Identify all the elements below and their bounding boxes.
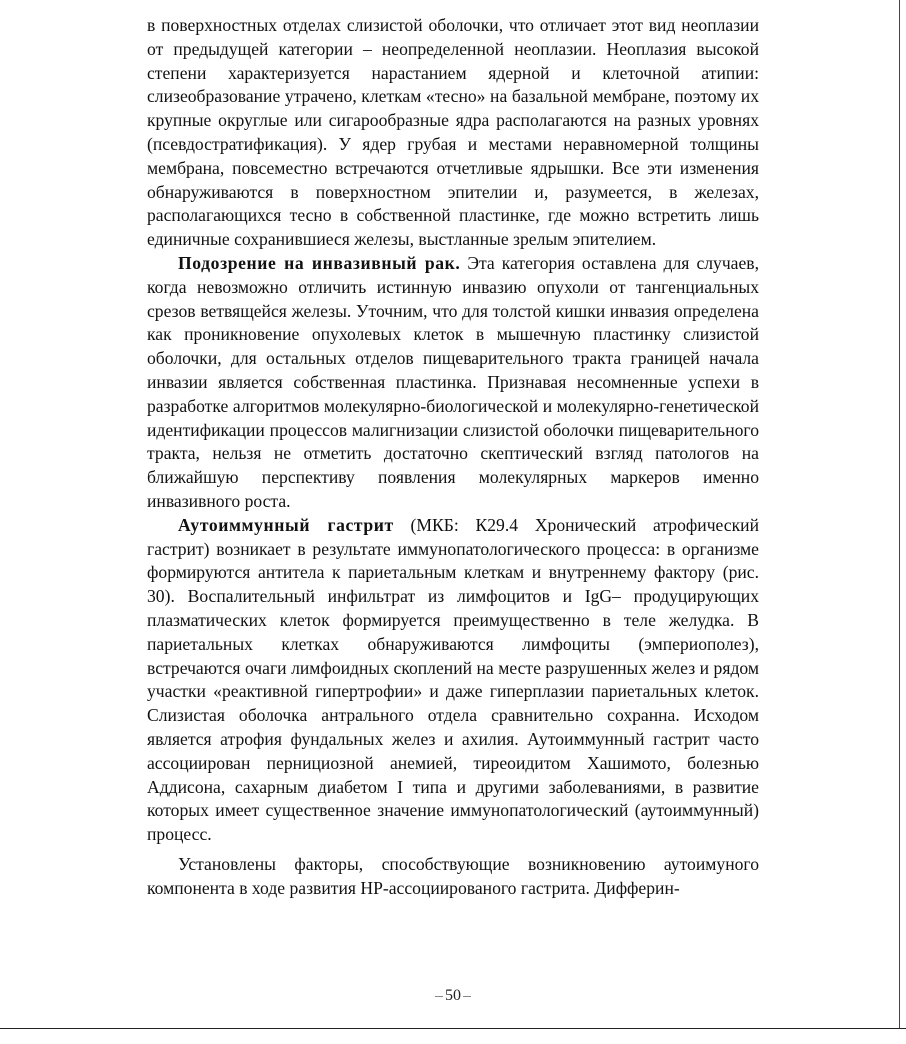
paragraph-body: (МКБ: К29.4 Хронический атрофический гастрит) возникает в результате иммунопатологического процесса: в организме формируются антитела к париетальным клеткам и внутреннему фактору (рис. 30). Воспалительный инфильтрат из лимфоцитов и IgG– продуцирующих плазматических клеток формируется преимущественно в теле желудка. В париетальных клетках обнаруживаются лимфоциты (эмпериополез), встречаются очаги лимфоидных скоплений на месте разрушенных желез и рядом участки «реактивной гипертрофии» и даже гиперплазии париетальных клеток. Слизистая оболочка антрального отдела сравнительно сохранна. Исходом является атрофия фундальных желез и ахилия. Аутоиммунный гастрит часто ассоциирован пернициозной анемией, тиреоидитом Хашимото, болезнью Аддисона, сахарным диабетом I типа и другими заболеваниями, в развитие которых имеет существенное значение иммунопатологический (аутоиммунный) процесс. <box>147 514 759 845</box>
paragraph-body: в поверхностных отделах слизистой оболочки, что отличает этот вид неоплазии от предыдущей категории – неопределенной неоплазии. Неоплазия высокой степени характеризуется нарастанием ядерной и клеточной атипии: слизеобразование утрачено, клеткам «тесно» на базальной мембране, поэтому их крупные округлые или сигарообразные ядра располагаются на разных уровнях (псевдостратификация). У ядер грубая и местами неравномерной толщины мембрана, повсеместно встречаются отчетливые ядрышки. Все эти изменения обнаруживаются в поверхностном эпителии и, разумеется, в железах, располагающихся тесно в собственной пластинке, где можно встретить лишь единичные сохранившиеся железы, выстланные зрелым эпителием. <box>147 15 759 250</box>
scan-edge-bottom <box>0 1028 906 1029</box>
page-number-value: 50 <box>445 987 461 1004</box>
paragraph-factors <box>147 853 759 901</box>
page-number <box>0 987 906 1005</box>
runin-heading: Аутоиммунный гастрит <box>178 514 394 535</box>
paragraph-body: Эта категория оставлена для случаев, когда невозможно отличить истинную инвазию опухоли от тангенциальных срезов ветвящейся железы. Уточним, что для толстой кишки инвазия определена как проникновение опухолевых клеток в мышечную пластинку слизистой оболочки, для остальных отделов пищеварительного тракта границей начала инвазии является собственная пластинка. Признавая несомненные успехи в разработке алгоритмов молекулярно-биологической и молекулярно-генетической идентификации процессов малигнизации слизистой оболочки пищеварительного тракта, нельзя не отметить достаточно скептический взгляд патологов на ближайшую перспективу появления молекулярных маркеров именно инвазивного роста. <box>147 252 760 511</box>
runin-heading: Подозрение на инвазивный рак. <box>178 252 461 273</box>
body-text <box>147 14 759 900</box>
scan-edge-right <box>899 0 900 1028</box>
page-number-dash-left <box>435 996 443 997</box>
paragraph-autoimmune-gastritis <box>147 514 759 847</box>
paragraph-continuation <box>147 14 759 252</box>
paragraph-invasive-cancer <box>147 252 759 514</box>
page-number-dash-right <box>463 996 471 997</box>
paragraph-body: Установлены факторы, способствующие возникновению аутоимуного компонента в ходе развития НР-ассоциированого гастрита. Дифферин- <box>147 853 759 898</box>
